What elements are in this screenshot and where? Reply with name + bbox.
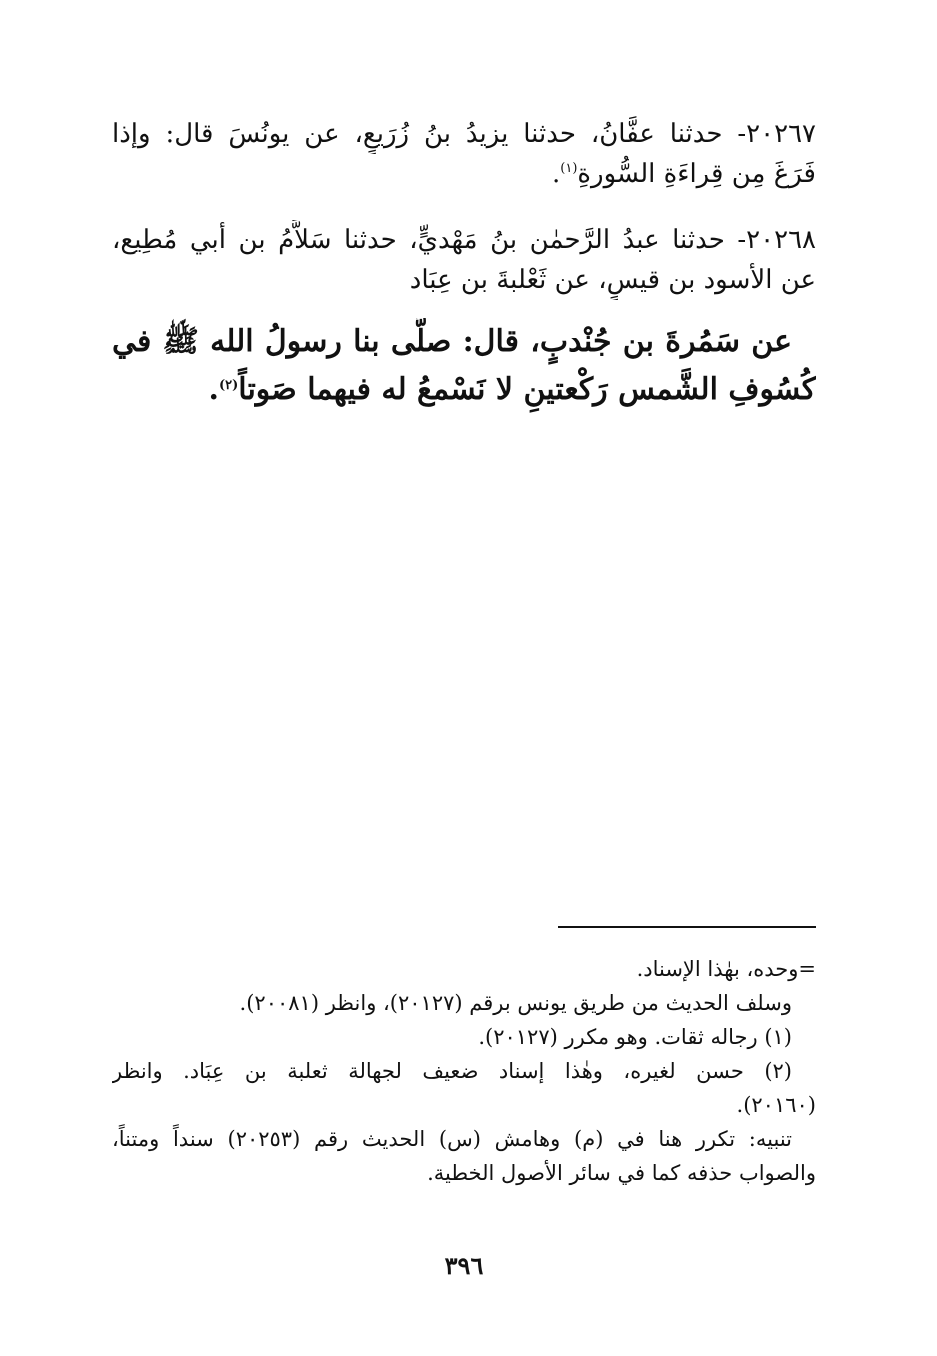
hadith-20267-line-2 <box>112 154 816 194</box>
tanbih-line-1: تنبيه: تكرر هنا في (م) وهامش (س) الحديث رقم (٢٠٢٥٣) سنداً ومتناً، <box>112 1127 792 1151</box>
matn-line-1: عن سَمُرةَ بن جُنْدبٍ، قال: صلَّى بنا رسولُ الله ﷺ في <box>112 324 792 359</box>
hadith-20268-line-2: عن الأسود بن قيسٍ، عن ثَعْلبةَ بن عِبَاد <box>409 265 816 295</box>
footnotes <box>112 952 816 1190</box>
tanbih-line-2: والصواب حذفه كما في سائر الأصول الخطية. <box>427 1161 816 1185</box>
footnote-1: (١) رجاله ثقات. وهو مكرر (٢٠١٢٧). <box>478 1025 792 1049</box>
book-page <box>112 0 816 1356</box>
footnote-marker-1: (١) <box>560 161 578 176</box>
page-number: ٣٩٦ <box>444 1251 484 1280</box>
matn-line-2-end: . <box>208 372 219 407</box>
footnote-2-line-2: (٢٠١٦٠). <box>736 1093 816 1117</box>
footnote-2-line-1: (٢) حسن لغيره، وهٰذا إسناد ضعيف لجهالة ثعلبة بن عِبَاد. وانظر <box>112 1059 792 1083</box>
footnote-separator <box>558 926 816 928</box>
hadith-matn <box>112 318 816 414</box>
matn-line-2-text: كُسُوفِ الشَّمس رَكْعتينِ لا نَسْمعُ له فيهما صَوتاً <box>238 372 816 407</box>
hadith-20267-line-2-text: فَرَغَ مِن قِراءَةِ السُّورةِ <box>577 159 816 189</box>
hadith-20267-line-1: ٢٠٢٦٧- حدثنا عفَّانُ، حدثنا يزيدُ بنُ زُرَيعٍ، عن يونُسَ قال: وإذا <box>112 119 816 149</box>
matn-line-2 <box>112 366 816 414</box>
hadith-20267 <box>112 114 816 194</box>
hadith-20267-line-2-end: . <box>551 159 561 189</box>
footnote-marker-2: (٢) <box>219 378 239 393</box>
hadith-20268-line-1: ٢٠٢٦٨- حدثنا عبدُ الرَّحمٰن بنُ مَهْديٍّ، حدثنا سَلاَّمُ بن أبي مُطِيع، <box>112 225 816 255</box>
footnote-salaf: وسلف الحديث من طريق يونس برقم (٢٠١٢٧)، وانظر (٢٠٠٨١). <box>239 991 792 1015</box>
hadith-20268 <box>112 220 816 300</box>
footnote-continuation: =وحده، بهٰذا الإسناد. <box>636 957 816 981</box>
